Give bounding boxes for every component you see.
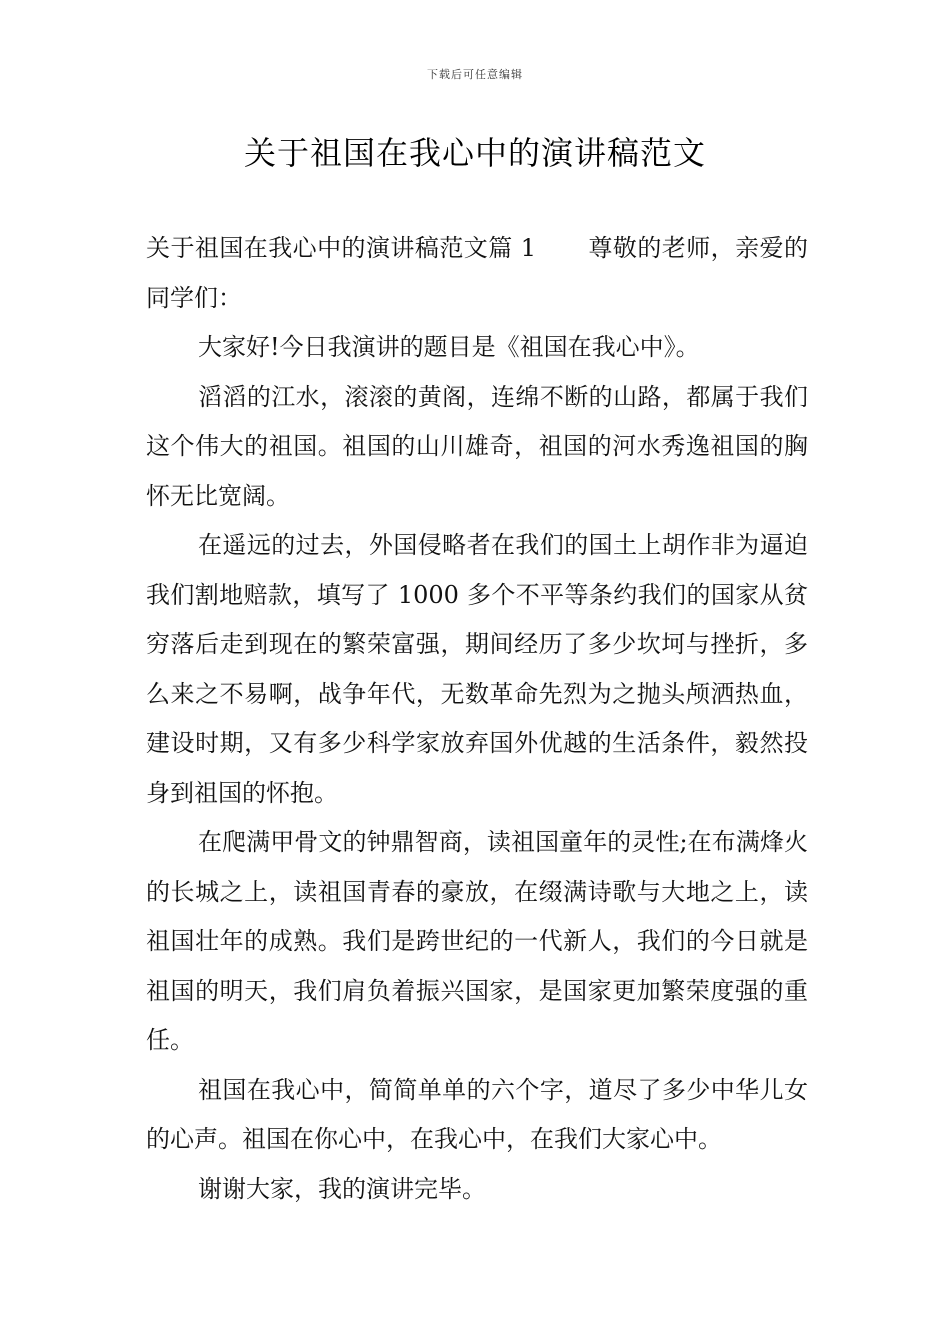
document-title: 关于祖国在我心中的演讲稿范文 (243, 134, 706, 172)
body-paragraph-4: 在爬满甲骨文的钟鼎智商，读祖国童年的灵性;在布满烽火的长城之上，读祖国青春的豪放，在缀满诗歌与大地之上，读祖国壮年的成熟。我们是跨世纪的一代新人，我们的今日就是祖国的明天，我们肩负着振兴国家，是国家更加繁荣度强的重任。 (146, 828, 808, 1054)
body-paragraph-1: 大家好!今日我演讲的题目是《祖国在我心中》。 (198, 333, 700, 361)
intro-paragraph (146, 224, 808, 323)
document-body (146, 224, 808, 1214)
body-paragraph-2: 滔滔的江水，滚滚的黄阁，连绵不断的山路，都属于我们这个伟大的祖国。祖国的山川雄奇，祖国的河水秀逸祖国的胸怀无比宽阔。 (146, 382, 808, 510)
body-paragraph-5: 祖国在我心中，简简单单的六个字，道尽了多少中华儿女的心声。祖国在你心中，在我心中，在我们大家心中。 (146, 1075, 808, 1153)
intro-heading: 关于祖国在我心中的演讲稿范文篇 1 (146, 234, 536, 262)
header-note: 下载后可任意编辑 (427, 68, 523, 81)
body-paragraph-3: 在遥远的过去，外国侵略者在我们的国土上胡作非为逼迫我们割地赔款，填写了 1000 多个不平等条约我们的国家从贫穷落后走到现在的繁荣富强，期间经历了多少坎坷与挫折，多么来之不易啊，战争年代，无数革命先烈为之抛头颅洒热血，建设时期，又有多少科学家放弃国外优越的生活条件，毅然投身到祖国的怀抱。 (146, 531, 808, 807)
intro-greeting: 尊敬的老师，亲爱的同学们： (146, 234, 808, 312)
body-paragraph-6: 谢谢大家，我的演讲完毕。 (198, 1174, 486, 1203)
